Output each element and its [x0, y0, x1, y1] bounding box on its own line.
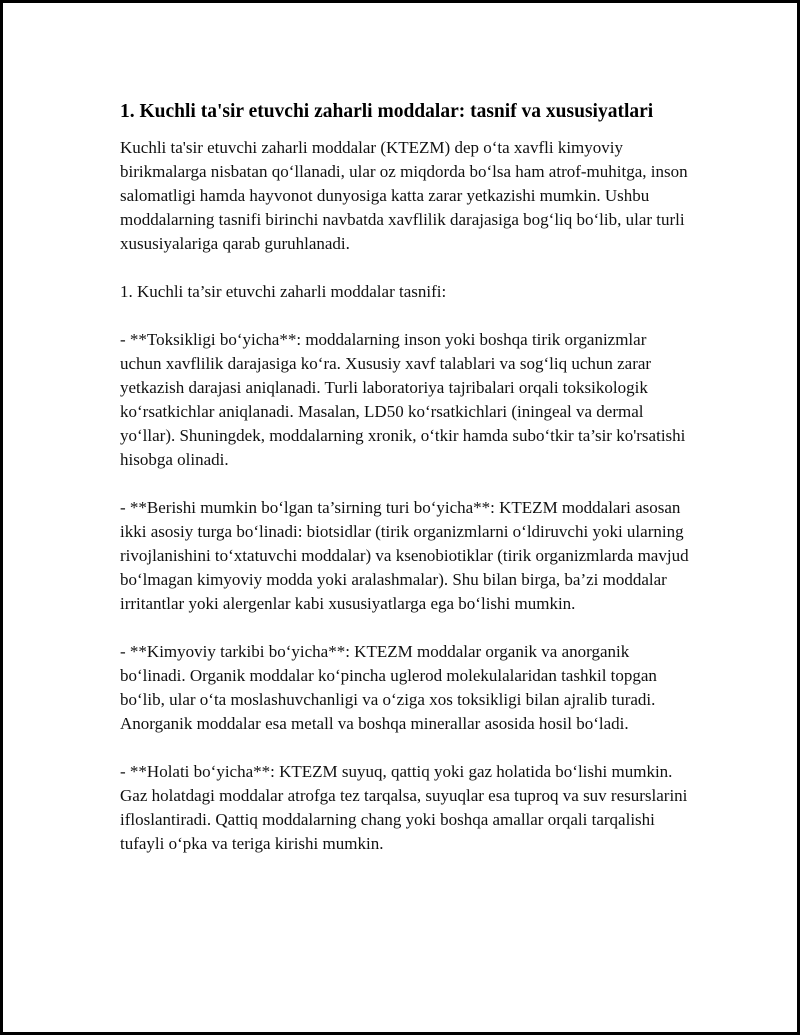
- document-title: 1. Kuchli ta'sir etuvchi zaharli moddalar: tasnif va xususiyatlari: [120, 101, 654, 122]
- list-item-effect-type: - **Berishi mumkin bo‘lgan ta’sirning turi bo‘yicha**: KTEZM moddalari asosan ikki asosiy turga bo‘linadi: biotsidlar (tirik organizmlarni o‘ldiruvchi yoki ularning rivojlanishini to‘xtatuvchi moddalar) va ksenobiotiklar (tirik organizmlarda mavjud bo‘lmagan kimyoviy modda yoki aralashmalar). Shu bilan birga, ba’zi moddalar irritantlar yoki alergenlar kabi xususiyatlarga ega bo‘lishi mumkin.: [120, 498, 689, 613]
- list-item-toxicity: - **Toksikligi bo‘yicha**: moddalarning inson yoki boshqa tirik organizmlar uchun xavflilik darajasiga ko‘ra. Xususiy xavf talablari va sog‘liq uchun zarar yetkazish darajasi aniqlanadi. Turli laboratoriya tajribalari orqali toksikologik ko‘rsatkichlar aniqlanadi. Masalan, LD50 ko‘rsatkichlari (iningeal va dermal yo‘llar). Shuningdek, moddalarning xronik, o‘tkir hamda subo‘tkir ta’sir ko'rsatishi hisobga olinadi.: [120, 330, 686, 469]
- list-item-chemical-composition: - **Kimyoviy tarkibi bo‘yicha**: KTEZM moddalar organik va anorganik bo‘linadi. Organik moddalar ko‘pincha uglerod molekulalaridan tashkil topgan bo‘lib, ular o‘ta moslashuvchanligi va o‘ziga xos toksikligi bilan ajralib turadi. Anorganik moddalar esa metall va boshqa minerallar asosida hosil bo‘ladi.: [120, 642, 657, 733]
- section-heading: 1. Kuchli ta’sir etuvchi zaharli moddalar tasnifi:: [120, 282, 447, 301]
- document-body: [120, 98, 690, 880]
- list-item-physical-state: - **Holati bo‘yicha**: KTEZM suyuq, qattiq yoki gaz holatida bo‘lishi mumkin. Gaz holatdagi moddalar atrofga tez tarqalsa, suyuqlar esa tuproq va suv resurslarini ifloslantiradi. Qattiq moddalarning chang yoki boshqa amallar orqali tarqalishi tufayli o‘pka va teriga kirishi mumkin.: [120, 762, 688, 853]
- intro-paragraph: Kuchli ta'sir etuvchi zaharli moddalar (KTEZM) dep o‘ta xavfli kimyoviy birikmalarga nisbatan qo‘llanadi, ular oz miqdorda bo‘lsa ham atrof-muhitga, inson salomatligi hamda hayvonot dunyosiga katta zarar yetkazishi mumkin. Ushbu moddalarning tasnifi birinchi navbatda xavflilik darajasiga bog‘liq bo‘lib, ular turli xususiyalariga qarab guruhlanadi.: [120, 138, 688, 253]
